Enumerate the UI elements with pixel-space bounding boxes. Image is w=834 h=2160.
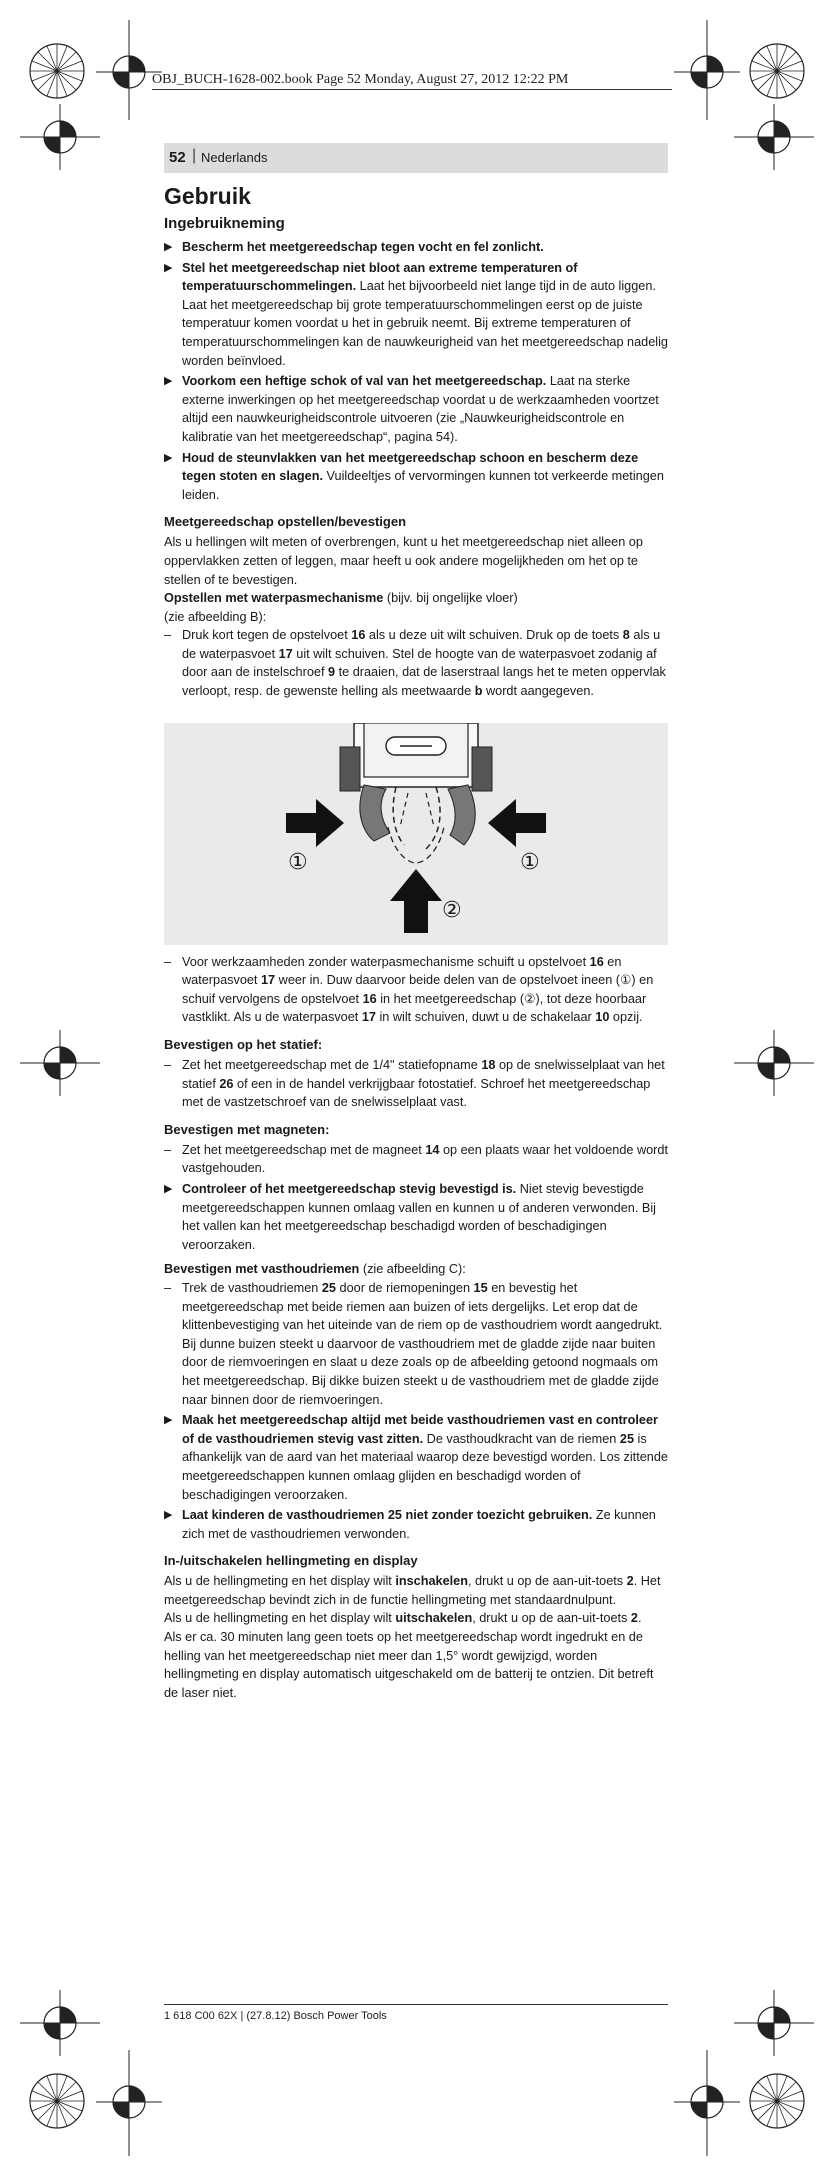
registration-mark-right-top-crosshair <box>734 104 814 170</box>
page-footer: 1 618 C00 62X | (27.8.12) Bosch Power Tools <box>164 2010 387 2022</box>
bullet-item: ▶ Stel het meetgereedschap niet bloot aan extreme temperaturen of temperatuurschommelingen. Laat het bijvoorbeeld niet lange tijd in de auto liggen. Laat het meetgereedschap bij grote temperatuurschommelingen eerst op de juiste temperatuur komen voordat u het in gebruik neemt. Bij extreme temperaturen of temperatuurschommelingen kan de nauwkeurigheid van het meetgereedschap nadelig worden beïnvloed. <box>164 260 668 368</box>
bullet-item: ▶ Voorkom een heftige schok of val van het meetgereedschap. Laat na sterke externe inwerkingen op het meetgereedschap voordat u de werkzaamheden voortzet altijd een nauwkeurigheidscontrole uitvoeren (zie „Nauwkeurigheidscontrole en kalibratie van het meetgereedschap“, pagina 54). <box>164 374 659 444</box>
page-tab <box>164 143 668 173</box>
page-language: Nederlands <box>201 150 268 165</box>
bullet-item: ▶ Bescherm het meetgereedschap tegen vocht en fel zonlicht. <box>164 238 668 257</box>
bullet-arrow-icon: ▶ <box>164 1414 173 1427</box>
heading-statief: Bevestigen op het statief: <box>164 1037 323 1053</box>
bullet-arrow-icon: ▶ <box>164 1183 173 1195</box>
print-header-rule <box>152 89 672 90</box>
heading-waterpas: Opstellen met waterpasmechanisme (bijv. bij ongelijke vloer) <box>164 591 518 606</box>
registration-mark-left-top-crosshair <box>20 104 100 170</box>
paragraph-auto-uit: Als er ca. 30 minuten lang geen toets op het meetgereedschap wordt ingedrukt en de helling van het meetgereedschap niet meer dan 1,5° wordt gewijzigd, worden hellingmeting en display automatisch uitgeschakeld om de batterij te ontzien. Dit betreft de laser niet. <box>164 1630 654 1700</box>
dash-item-statief: – Zet het meetgereedschap met de 1/4" statiefopname 18 op de snelwisselplaat van het statief 26 of een in de handel verkrijgbaar fotostatief. Schroef het meetgereedschap met de vastzetschroef van de snelwisselplaat vast. <box>164 1058 665 1110</box>
registration-mark-left-bottom-crosshair <box>20 1990 100 2056</box>
registration-mark-bottom-right-circle <box>748 2072 806 2130</box>
figure-opstelvoet <box>164 723 668 945</box>
dash-item-vasthoudriemen: – Trek de vasthoudriemen 25 door de riemopeningen 15 en bevestig het meetgereedschap met beide riemen aan buizen of iets dergelijks. Let erop dat de klittenbevestiging van het uiteinde van de riem op de vasthoudriem wordt aangedrukt. Bij dunne buizen steekt u daarvoor de vasthoudriem met de gladde zijde naar buiten door de riemvoeringen en slaat u deze zoals op de afbeelding getoond nogmaals om het meetgereedschap. Bij dikke buizen steekt u de vasthoudriem met de gladde zijde naar binnen door de riemvoeringen. <box>164 1280 663 1407</box>
paragraph-opstellen-intro: Als u hellingen wilt meten of overbrengen, kunt u het meetgereedschap niet alleen op oppervlakken zetten of leggen, maar heeft u ook andere mogelijkheden om het op te stellen of te bevestigen. <box>164 535 643 587</box>
paragraph-uitschakelen: Als u de hellingmeting en het display wilt uitschakelen, drukt u op de aan-uit-toets 2. <box>164 1611 642 1626</box>
subsection-ingebruikneming: Ingebruikneming <box>164 215 285 232</box>
dash-item-zonder-waterpas: – Voor werkzaamheden zonder waterpasmechanisme schuift u opstelvoet 16 en waterpasvoet 17 weer in. Duw daarvoor beide delen van de opstelvoet ineen (①) en schuif vervolgens de opstelvoet 16 in het meetgereedschap (②), tot deze hoorbaar vastklikt. Als u de waterpasvoet 17 in wilt schuiven, duwt u de schakelaar 10 opzij. <box>164 954 654 1025</box>
registration-mark-right-middle-crosshair <box>734 1030 814 1096</box>
heading-vasthoudriemen: Bevestigen met vasthoudriemen (zie afbeelding C): <box>164 1262 466 1277</box>
registration-mark-top-crosshair <box>96 20 162 120</box>
figure-label-1-left: ① <box>288 848 308 874</box>
section-title: Gebruik <box>164 183 251 209</box>
bullet-item: ▶ Controleer of het meetgereedschap stevig bevestigd is. Niet stevig bevestigde meetgereedschappen kunnen omlaag vallen en kunnen u of anderen verwonden. Bij het vallen kan het meetgereedschap beschadigd worden of beschadigingen veroorzaken. <box>164 1182 657 1252</box>
bullet-arrow-icon: ▶ <box>164 375 173 388</box>
bullet-item: ▶ Houd de steunvlakken van het meetgereedschap schoon en bescherm deze tegen stoten en slagen. Vuildeeltjes of vervormingen kunnen tot verkeerde metingen leiden. <box>164 450 664 502</box>
bullet-arrow-icon: ▶ <box>164 1509 173 1522</box>
figure-illustration <box>164 723 668 945</box>
dash-item-waterpas: – Druk kort tegen de opstelvoet 16 als u deze uit wilt schuiven. Druk op de toets 8 als u de waterpasvoet 17 uit wilt schuiven. Stel de hoogte van de waterpasvoet zodanig af door aan de instelschroef 9 te draaien, dat de laserstraal langs het te meten oppervlak verloopt, resp. de gewenste helling als meetwaarde b wordt aangegeven. <box>164 628 666 699</box>
page-tab-separator: | <box>192 147 197 164</box>
footer-rule <box>164 2004 668 2005</box>
registration-mark-top-crosshair <box>674 20 740 120</box>
registration-mark-top-right-circle <box>748 42 806 100</box>
registration-mark-top-left-circle <box>28 42 86 100</box>
heading-opstellen: Meetgereedschap opstellen/bevestigen <box>164 514 407 530</box>
page-content <box>164 182 668 1702</box>
figure-reference: (zie afbeelding B): <box>164 609 267 624</box>
bullet-item: ▶ Laat kinderen de vasthoudriemen 25 niet zonder toezicht gebruiken. Ze kunnen zich met de vasthoudriemen verwonden. <box>164 1508 656 1541</box>
registration-mark-left-middle-crosshair <box>20 1030 100 1096</box>
bullet-arrow-icon: ▶ <box>164 241 173 253</box>
registration-mark-right-bottom-crosshair <box>734 1990 814 2056</box>
page-number: 52 <box>169 149 186 166</box>
print-header: OBJ_BUCH-1628-002.book Page 52 Monday, August 27, 2012 12:22 PM <box>152 72 569 87</box>
heading-magneten: Bevestigen met magneten: <box>164 1121 330 1137</box>
registration-mark-bottom-crosshair <box>674 2050 740 2156</box>
heading-in-uitschakelen: In-/uitschakelen hellingmeting en display <box>164 1553 418 1569</box>
dash-item-magneten: – Zet het meetgereedschap met de magneet 14 op een plaats waar het voldoende wordt vastgehouden. <box>164 1142 668 1176</box>
bullet-arrow-icon: ▶ <box>164 261 173 274</box>
registration-mark-bottom-crosshair <box>96 2050 162 2156</box>
registration-mark-bottom-left-circle <box>28 2072 86 2130</box>
figure-label-1-right: ① <box>520 848 540 874</box>
paragraph-inschakelen: Als u de hellingmeting en het display wilt inschakelen, drukt u op de aan-uit-toets 2. Het meetgereedschap bevindt zich in de functie hellingmeting met standaardnulpunt. <box>164 1574 661 1607</box>
bullet-item: ▶ Maak het meetgereedschap altijd met beide vasthoudriemen vast en controleer of de vasthoudriemen stevig vast zitten. De vasthoudkracht van de riemen 25 is afhankelijk van de aard van het materiaal waarop deze bevestigd worden. Los zittende meetgereedschappen kunnen omlaag glijden en beschadigd worden of beschadigingen veroorzaken. <box>164 1413 668 1502</box>
figure-label-2: ② <box>442 896 462 922</box>
bullet-arrow-icon: ▶ <box>164 451 173 464</box>
